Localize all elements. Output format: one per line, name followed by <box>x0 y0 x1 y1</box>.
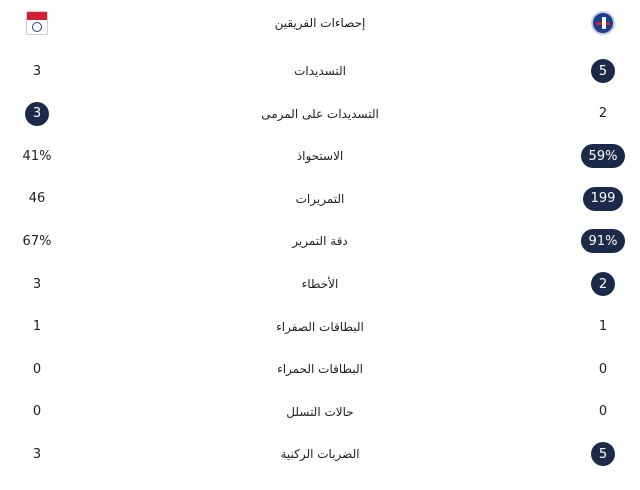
left-value-cell <box>0 50 74 92</box>
left-team-logo-cell <box>0 2 74 44</box>
stat-row <box>0 263 640 305</box>
lyon-stat-value: 3 <box>32 63 42 79</box>
stat-row <box>0 348 640 390</box>
right-value-cell <box>566 348 640 390</box>
lyon-logo-icon <box>26 11 48 35</box>
psg-stat-value: 199 <box>583 187 624 211</box>
lyon-stat-value: 0 <box>32 404 42 420</box>
psg-stat-value: 1 <box>598 319 608 335</box>
stat-label: التمريرات <box>295 191 345 206</box>
lyon-stat-value: 46 <box>28 191 46 207</box>
right-value-cell <box>566 220 640 262</box>
left-value-cell <box>0 306 74 348</box>
left-value-cell <box>0 263 74 305</box>
lyon-stat-value: 67% <box>22 233 52 249</box>
stats-header-row <box>0 2 640 44</box>
psg-stat-value: 91% <box>581 229 626 253</box>
right-value-cell <box>566 391 640 433</box>
stat-label: البطاقات الحمراء <box>277 362 363 377</box>
stat-label: دقة التمرير <box>292 234 348 249</box>
psg-logo-icon <box>591 11 615 35</box>
lyon-stat-value: 3 <box>32 276 42 292</box>
stat-label: الاستحواذ <box>296 149 344 164</box>
psg-stat-value: 2 <box>591 272 615 296</box>
stat-row <box>0 220 640 262</box>
stat-row <box>0 178 640 220</box>
psg-stat-value: 0 <box>598 404 608 420</box>
left-value-cell <box>0 93 74 135</box>
right-value-cell <box>566 50 640 92</box>
stat-row <box>0 93 640 135</box>
left-value-cell <box>0 433 74 475</box>
right-value-cell <box>566 306 640 348</box>
right-value-cell <box>566 433 640 475</box>
right-value-cell <box>566 178 640 220</box>
stat-row <box>0 306 640 348</box>
left-value-cell <box>0 135 74 177</box>
left-value-cell <box>0 220 74 262</box>
stat-row <box>0 391 640 433</box>
left-value-cell <box>0 391 74 433</box>
psg-stat-value: 5 <box>591 59 615 83</box>
right-value-cell <box>566 263 640 305</box>
psg-stat-value: 2 <box>598 106 608 122</box>
stat-label: التسديدات على المرمى <box>261 106 379 121</box>
right-value-cell <box>566 93 640 135</box>
stat-row <box>0 50 640 92</box>
lyon-stat-value: 1 <box>32 319 42 335</box>
stat-row <box>0 433 640 475</box>
lyon-stat-value: 3 <box>32 446 42 462</box>
lyon-stat-value: 3 <box>25 102 49 126</box>
psg-stat-value: 5 <box>591 442 615 466</box>
stat-label: التسديدات <box>294 64 346 78</box>
stat-label: الضربات الركنية <box>280 447 360 462</box>
right-value-cell <box>566 135 640 177</box>
stat-label: حالات التسلل <box>286 404 354 419</box>
lyon-stat-value: 41% <box>22 148 52 164</box>
psg-stat-value: 0 <box>598 361 608 377</box>
stat-label: الأخطاء <box>301 277 339 291</box>
psg-stat-value: 59% <box>581 144 626 168</box>
stat-row <box>0 135 640 177</box>
left-value-cell <box>0 178 74 220</box>
stats-title: إحصاءات الفريقين <box>274 16 366 30</box>
lyon-stat-value: 0 <box>32 361 42 377</box>
stat-label: البطاقات الصفراء <box>276 319 364 334</box>
right-team-logo-cell <box>566 2 640 44</box>
left-value-cell <box>0 348 74 390</box>
